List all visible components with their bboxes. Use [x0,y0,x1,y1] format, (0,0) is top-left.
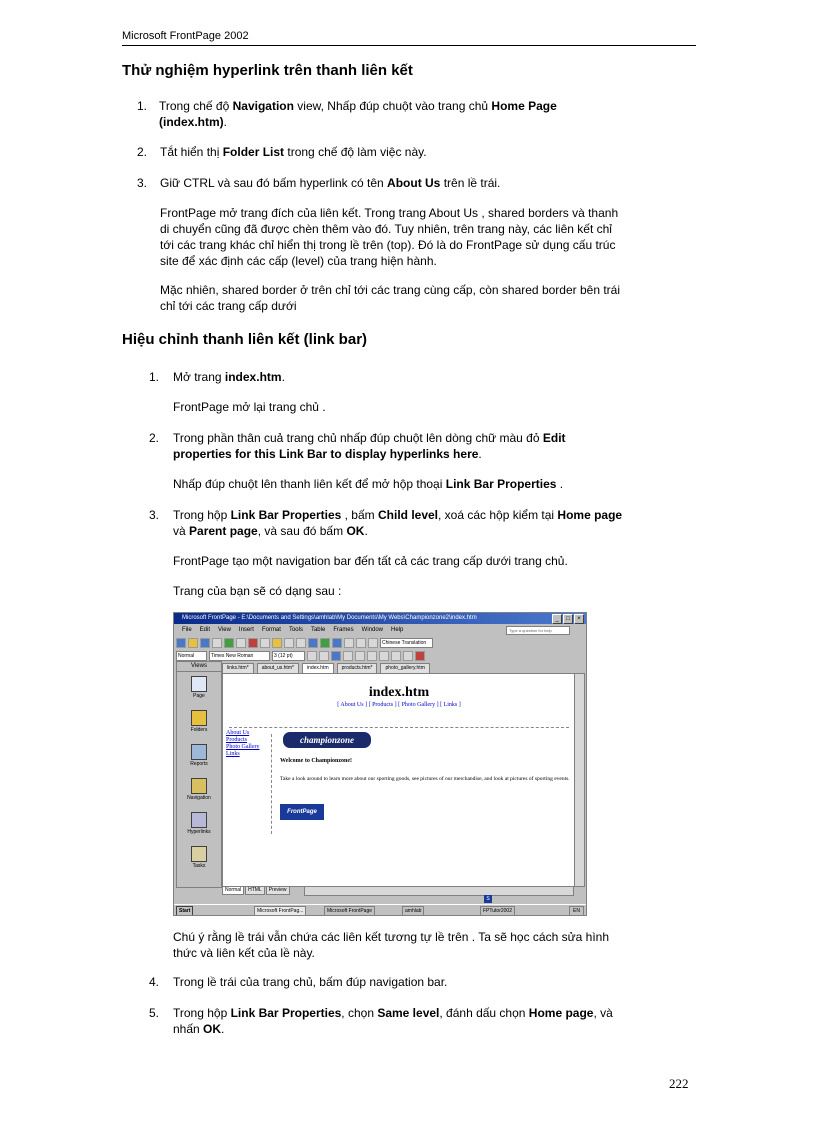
paste-icon [272,638,282,648]
body-text: Take a look around to learn more about our sporting goods, see pictures of our merchandise, and look at pictures of sporting events. [280,776,570,782]
page-tabs: links.htm* about_us.htm* index.htm products.htm* photo_gallery.htm [222,663,572,673]
page-number: 222 [669,1076,689,1091]
section1-heading: Thử nghiệm hyperlink trên thanh liên kết [122,62,413,79]
taskbar-item: amhlab [402,906,424,916]
paragraph: Mặc nhiên, shared border ở trên chỉ tới các trang cùng cấp, còn shared border bên trái chỉ tới các trang cấp dưới [160,283,620,313]
step-number: 5. [149,1006,160,1020]
copy-icon [260,638,270,648]
left-border-divider [271,734,272,834]
left-link-bar: About Us Products Photo Gallery Links [226,730,260,757]
numbering-icon [379,651,389,661]
running-header: Microsoft FrontPage 2002 [122,30,249,42]
step-text: Trong hộp Link Bar Properties , bấm Child level, xoá các hộp kiểm tại Home page và Parent page, và sau đó bấm OK. [173,508,623,538]
tasks-icon [191,846,207,862]
step-note: FrontPage tạo một navigation bar đến tất cả các trang cấp dưới trang chủ. [173,554,568,568]
translation-box: Chinese Translation [380,638,433,648]
top-link-bar: [ About Us ] [ Products ] [ Photo Gallery ] [ Links ] [337,702,461,708]
shared-border-divider [229,727,569,728]
view-mode-tabs: Normal HTML Preview [222,886,290,895]
align-right-icon [367,651,377,661]
section2-heading: Hiệu chỉnh thanh liên kết (link bar) [122,331,368,348]
paragraph-icon [368,638,378,648]
frontpage-screenshot [173,612,587,916]
step-text: Trong chế độ Navigation view, Nhấp đúp chuột vào trang chủ Home Page (index.htm). [159,99,557,129]
paragraph: FrontPage mở trang đích của liên kết. Trong trang About Us , shared borders và thanh di chuyển cũng đã được chèn thêm vào đó. Tuy nhiên, trên trang này, các liên kết chỉ tới các trang khác chỉ hiển thị trong lề trên (top). Đó là do FrontPage sử dụng cấu trúc site để xác định các cấp (level) của trang hiện hành. [160,206,619,268]
header-rule [122,45,696,46]
underline-icon [331,651,341,661]
championzone-logo: championzone [283,732,371,748]
frontpage-badge: FrontPage [280,804,324,820]
step-text: Trong lề trái của trang chủ, bấm đúp navigation bar. [173,975,448,989]
cut-icon [248,638,258,648]
bullets-icon [391,651,401,661]
help-question-box: Type a question for help [506,626,570,635]
paragraph: Chú ý rằng lề trái vẫn chứa các liên kết tương tự lề trên . Ta sẽ học cách sửa hình thức và liên kết của lề này. [173,930,610,960]
bold-icon [307,651,317,661]
editor-page [222,673,576,887]
vertical-scrollbar [574,673,585,887]
italic-icon [319,651,329,661]
hyperlinks-icon [191,812,207,828]
step-note: FrontPage mở lại trang chủ . [173,400,326,414]
minimize-icon: _ [552,614,562,624]
spell-icon [236,638,246,648]
step-text: Trong hộp Link Bar Properties, chọn Same level, đánh dấu chọn Home page, và nhấn OK. [173,1006,613,1036]
maximize-icon: □ [563,614,573,624]
screenshot-title-bar: Microsoft FrontPage - E:\Documents and Settings\amhlab\My Documents\My Webs\Championzone2\index.htm _ □ × [174,613,586,624]
step-number: 2. [149,431,160,445]
step-text: Trong phần thân cuả trang chủ nhấp đúp chuột lên dòng chữ màu đỏ Edit properties for this Link Bar to display hyperlinks here. [173,431,566,461]
table-icon [308,638,318,648]
reports-icon [191,744,207,760]
stop-icon [356,638,366,648]
step-number: 3. [149,508,160,522]
step-number: 1. [149,370,160,384]
status-icon: S [484,895,492,903]
indent-icon [403,651,413,661]
align-left-icon [343,651,353,661]
screenshot-menu-bar: File Edit View Insert Format Tools Table Frames Window Help Type a question for help [174,625,587,635]
font-color-icon [415,651,425,661]
start-button: Start [176,906,193,916]
system-tray: EN [569,906,584,916]
taskbar-item: Microsoft FrontPag... [254,906,306,916]
standard-toolbar [176,637,582,648]
navigation-icon [191,778,207,794]
redo-icon [296,638,306,648]
preview-icon [224,638,234,648]
page-heading: index.htm [368,685,430,700]
formatting-toolbar [176,650,582,661]
picture-icon [320,638,330,648]
folder-icon [191,710,207,726]
font-box: Times New Roman [209,651,270,661]
taskbar-item: FPTutor2002 [480,906,515,916]
align-center-icon [355,651,365,661]
print-icon [212,638,222,648]
new-page-icon [176,638,186,648]
step-note: Nhấp đúp chuột lên thanh liên kết để mở hộp thoại Link Bar Properties . [173,477,564,491]
step-text: Mở trang index.htm. [173,370,285,384]
horizontal-scrollbar [304,886,574,896]
refresh-icon [344,638,354,648]
close-icon: × [574,614,584,624]
size-box: 3 (12 pt) [272,651,305,661]
undo-icon [284,638,294,648]
step-number: 3. [137,176,148,190]
step-number: 1. [137,99,148,113]
windows-taskbar [174,904,586,916]
save-icon [200,638,210,648]
welcome-text: Welcome to Championzone! [280,758,352,764]
taskbar-item: Microsoft FrontPage [324,906,375,916]
step-note: Trang của bạn sẽ có dạng sau : [173,584,342,598]
step-number: 4. [149,975,160,989]
style-box: Normal [176,651,207,661]
step-text: Giữ CTRL và sau đó bấm hyperlink có tên About Us trên lề trái. [160,176,501,190]
open-icon [188,638,198,648]
views-bar: Views Page Folders Reports Navigation Hyperlinks Tasks [176,661,222,888]
step-text: Tắt hiển thị Folder List trong chế độ làm việc này. [160,145,427,159]
step-number: 2. [137,145,148,159]
hyperlink-icon [332,638,342,648]
page-view-icon [191,676,207,692]
